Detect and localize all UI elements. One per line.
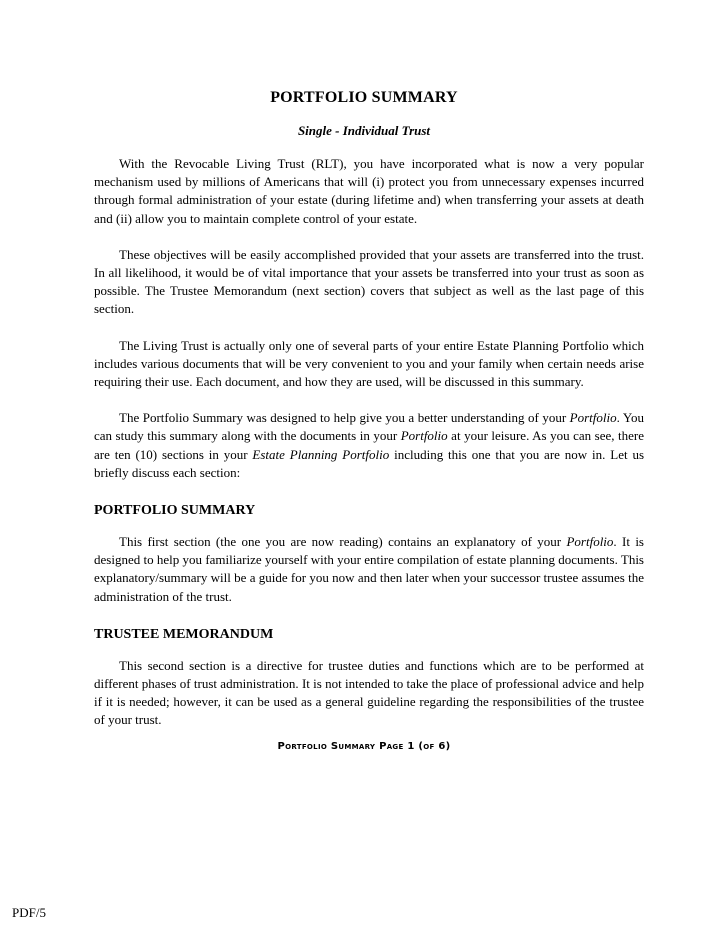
page-title: PORTFOLIO SUMMARY: [270, 89, 458, 106]
intro-p4-text-4: including this one that you are now in. Let us briefly discuss each section:: [94, 446, 644, 480]
section-1-text-1: This first section (the one you are now reading) contains an explanatory of your: [119, 534, 567, 550]
intro-p4-text-3: at your leisure. As you can see, there are ten (10) sections in your: [94, 428, 645, 462]
document-body: [94, 155, 644, 730]
section-heading-portfolio-summary: PORTFOLIO SUMMARY: [94, 503, 256, 519]
section-heading-trustee-memorandum: TRUSTEE MEMORANDUM: [94, 626, 274, 642]
intro-p4-emphasis-3: Estate Planning Portfolio: [252, 446, 390, 462]
page-number-label: PDF/5: [12, 905, 46, 920]
section-1-emphasis: Portfolio: [566, 534, 614, 550]
section-1-text-2: . It is designed to help you familiarize yourself with your entire compilation of estate planning documents. This explanatory/summary will be a guide for you now and then later when your successor trustee assumes the administration of the trust.: [94, 534, 644, 604]
intro-p4-text-2: . You can study this summary along with the documents in your: [94, 410, 644, 444]
section-body-trustee-memorandum: This second section is a directive for trustee duties and functions which are to be performed at different phases of trust administration. It is not intended to take the place of professional advice and help if it is needed; however, it can be used as a general guideline regarding the responsibilities of the trustee of your trust.: [94, 657, 644, 728]
intro-p4-emphasis-1: Portfolio: [569, 410, 617, 426]
section-body-portfolio-summary: [94, 533, 644, 606]
intro-paragraph-1: With the Revocable Living Trust (RLT), you have incorporated what is now a very popular mechanism used by millions of Americans that will (i) protect you from unnecessary expenses incurred through formal administration of your estate (during lifetime and) when transferring your assets at death and (ii) allow you to maintain complete control of your estate.: [94, 156, 644, 226]
intro-paragraph-3: The Living Trust is actually only one of several parts of your entire Estate Planning Portfolio which includes various documents that will be very convenient to you and your family when certain needs arise requiring their use. Each document, and how they are used, will be discussed in this summary.: [94, 337, 644, 390]
page-footer: Portfolio Summary Page 1 (of 6): [277, 741, 451, 752]
page-subtitle: Single - Individual Trust: [297, 123, 431, 138]
intro-paragraph-2: These objectives will be easily accomplished provided that your assets are transferred into the trust. In all likelihood, it would be of vital importance that your assets be transferred into your trust as soon as possible. The Trustee Memorandum (next section) covers that subject as well as the last page of this section.: [94, 246, 644, 317]
intro-p4-emphasis-2: Portfolio: [400, 428, 448, 444]
intro-paragraph-4: [94, 409, 644, 482]
intro-p4-text-1: The Portfolio Summary was designed to help give you a better understanding of your: [119, 410, 570, 426]
